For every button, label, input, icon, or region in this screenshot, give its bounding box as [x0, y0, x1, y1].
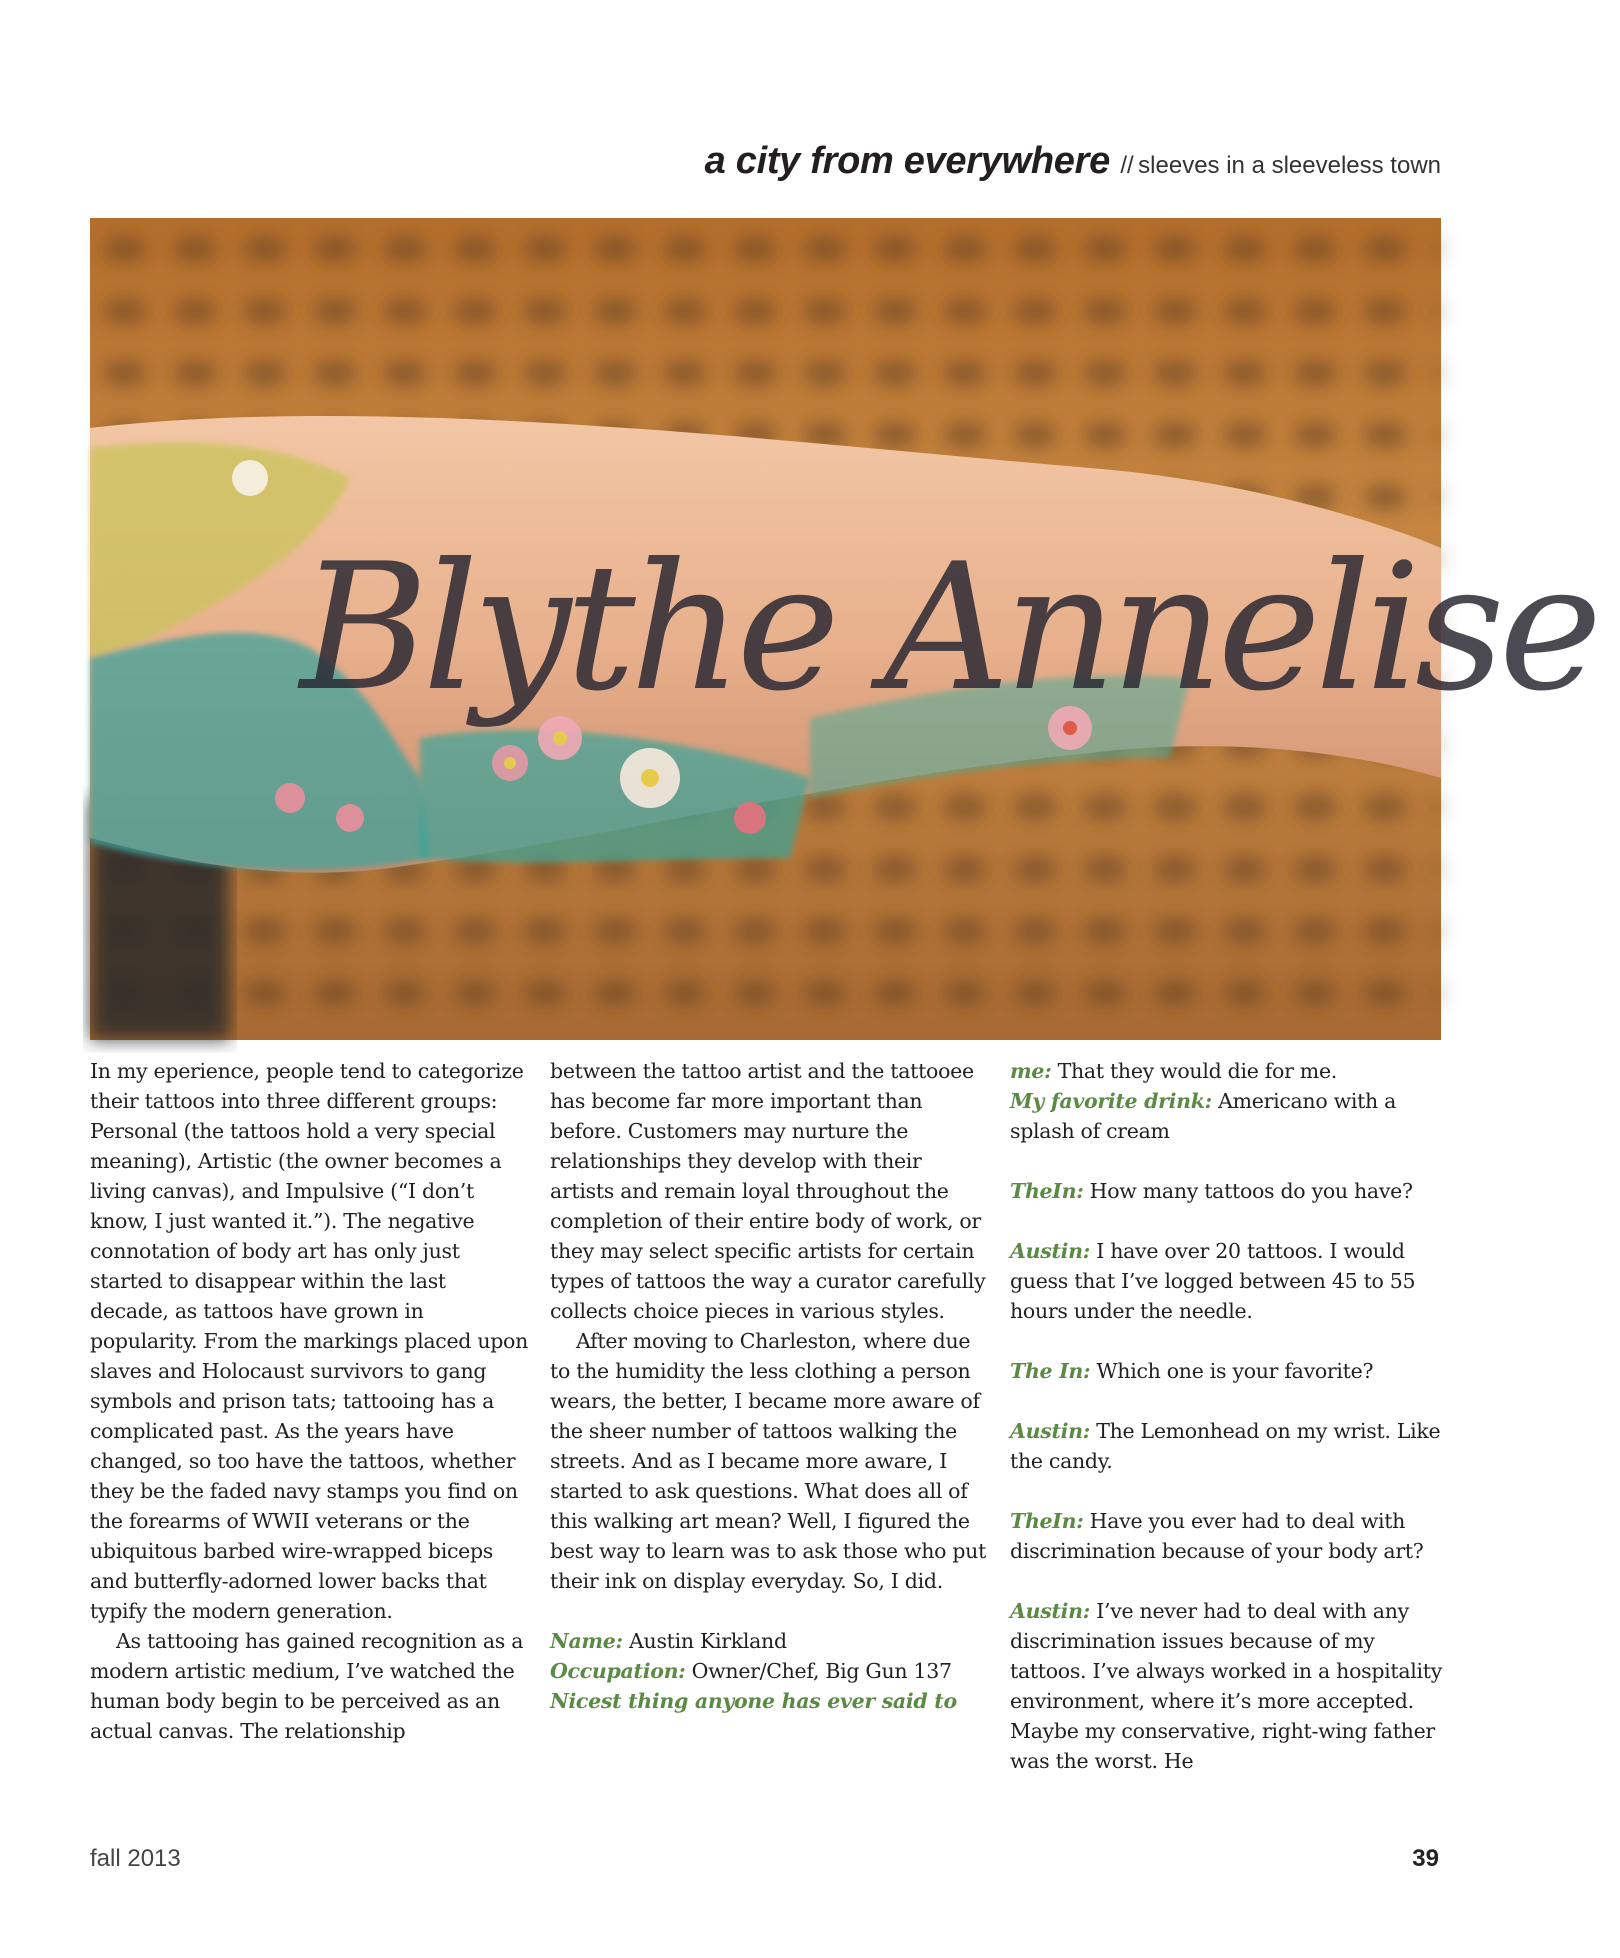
question-text: Have you ever had to deal with discrimination because of your body art? — [1010, 1509, 1424, 1563]
tattoo-photo — [90, 218, 1597, 1040]
interview-question — [1010, 1506, 1450, 1566]
profile-nicest — [550, 1686, 990, 1716]
paragraph: As tattooing has gained recognition as a modern artistic medium, I’ve watched the human body begin to be perceived as an actual canvas. The relationship — [90, 1629, 524, 1743]
article-title: sleeves in a sleeveless town — [1138, 152, 1441, 179]
profile-occupation — [550, 1656, 990, 1686]
profile-drink — [1010, 1086, 1450, 1146]
drink-value: Americano with a splash of cream — [1010, 1089, 1397, 1143]
interview-question — [1010, 1176, 1450, 1206]
page-number: 39 — [1412, 1845, 1439, 1872]
speaker-label: Austin: — [1010, 1419, 1090, 1443]
interview-question — [1010, 1356, 1450, 1386]
issue-label: fall 2013 — [90, 1845, 181, 1872]
paragraph: In my eperience, people tend to categorize their tattoos into three different groups: Personal (the tattoos hold a very special meaning), Artistic (the owner becomes a living canvas), and Impulsive (“I don’t know, I just wanted it.”). The negative connotation of body art has only just started to disappear within the last decade, as tattoos have grown in popularity. From the markings placed upon slaves and Holocaust survivors to gang symbols and prison tats; tattooing has a complicated past. As the years have changed, so too have the tattoos, whether they be the faded navy stamps you find on the forearms of WWII veterans or the ubiquitous barbed wire-wrapped biceps and butterfly-adorned lower backs that typify the modern generation. — [90, 1059, 528, 1623]
interview-answer — [1010, 1416, 1450, 1476]
column-3 — [1010, 1056, 1450, 1776]
paragraph: between the tattoo artist and the tattooee has become far more important than before. Customers may nurture the relationships they develop with their artists and remain loyal throughout the completion of their entire body of work, or they may select specific artists for certain types of tattoos the way a curator carefully collects choice pieces in various styles. — [550, 1059, 986, 1323]
tattoo-lettering: Blythe Annelise — [300, 527, 1597, 730]
answer-text: The Lemonhead on my wrist. Like the candy. — [1010, 1419, 1441, 1473]
speaker-label: TheIn: — [1010, 1509, 1084, 1533]
nicest-value: That they would die for me. — [1051, 1059, 1337, 1083]
name-value: Austin Kirkland — [622, 1629, 787, 1653]
profile-name — [550, 1626, 990, 1656]
answer-text: I’ve never had to deal with any discrimination issues because of my tattoos. I’ve always worked in a hospitality environment, where it’s more accepted. Maybe my conservative, right-wing father was the worst. He — [1010, 1599, 1443, 1773]
section-title: a city from everywhere — [704, 140, 1110, 182]
speaker-label: Austin: — [1010, 1239, 1090, 1263]
answer-text: I have over 20 tattoos. I would guess that I’ve logged between 45 to 55 hours under the needle. — [1010, 1239, 1416, 1323]
nicest-label: Nicest thing anyone has ever said to — [550, 1689, 957, 1713]
speaker-label: The In: — [1010, 1359, 1091, 1383]
interview-answer — [1010, 1236, 1450, 1326]
name-label: Name: — [550, 1629, 623, 1653]
header-separator: // — [1120, 152, 1134, 179]
occupation-value: Owner/Chef, Big Gun 137 — [685, 1659, 952, 1683]
column-2 — [550, 1056, 990, 1716]
profile-nicest-cont — [1010, 1056, 1450, 1086]
drink-label: My favorite drink: — [1010, 1089, 1212, 1113]
nicest-label-end: me: — [1010, 1059, 1052, 1083]
column-1 — [90, 1056, 530, 1746]
speaker-label: TheIn: — [1010, 1179, 1084, 1203]
occupation-label: Occupation: — [550, 1659, 686, 1683]
question-text: How many tattoos do you have? — [1083, 1179, 1413, 1203]
paragraph: After moving to Charleston, where due to the humidity the less clothing a person wears, the better, I became more aware of the sheer number of tattoos walking the streets. And as I became more aware, I started to ask questions. What does all of this walking art mean? Well, I figured the best way to learn was to ask those who put their ink on display everyday. So, I did. — [550, 1329, 987, 1593]
interview-answer — [1010, 1596, 1450, 1776]
question-text: Which one is your favorite? — [1090, 1359, 1374, 1383]
running-header — [705, 140, 1441, 183]
speaker-label: Austin: — [1010, 1599, 1090, 1623]
